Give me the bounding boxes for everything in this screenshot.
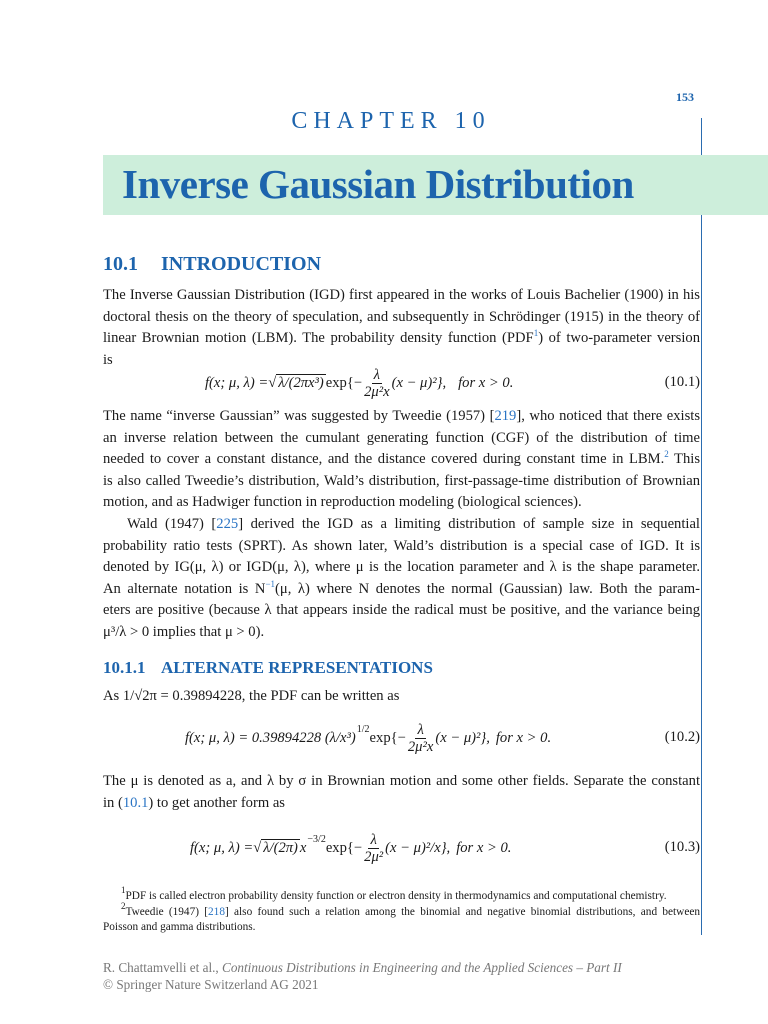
subsection-title: ALTERNATE REPRESENTATIONS — [161, 658, 433, 677]
footnote-2 — [103, 900, 700, 921]
text-line — [103, 622, 700, 644]
text-run: eters are positive (because λ that appears inside the radical must be positive, and the variance being — [103, 602, 700, 619]
citation-link[interactable]: 225 — [216, 516, 239, 532]
text-run: The μ is denoted as a, and λ by σ in Brownian motion and some other fields. Separate the constant — [103, 773, 700, 789]
section-number: 10.1 — [103, 253, 138, 275]
subsection-number: 10.1.1 — [103, 658, 146, 677]
text-run: This — [668, 451, 700, 468]
text-run: As 1/√2π = 0.39894228, the PDF can be written as — [103, 688, 400, 704]
numerator: λ — [417, 721, 424, 738]
section-title: INTRODUCTION — [161, 253, 322, 275]
text-run: PDF is called electron probability density function or electron density in thermodynamics and computational chemistry. — [125, 890, 667, 902]
subsection-heading — [103, 658, 433, 678]
text-run: denoted by IG(μ, λ) or IGD(μ, λ), where μ is the location parameter and λ is the shape parameter. — [103, 559, 700, 576]
equation-number: (10.2) — [664, 729, 700, 745]
equation-10-2 — [185, 718, 551, 758]
text-line — [103, 536, 700, 558]
sqrt: √ λ/(2πx³) — [268, 374, 324, 391]
text-run: Tweedie (1947) [ — [125, 905, 209, 918]
section-heading — [103, 253, 321, 276]
chapter-title: Inverse Gaussian Distribution — [122, 161, 634, 207]
footer-book-title: Continuous Distributions in Engineering and the Applied Sciences – Part II — [222, 960, 622, 975]
radicand: λ/(2πx³) — [278, 374, 324, 391]
text-line — [103, 449, 700, 471]
eq-rest: (x − μ)²/x}, — [385, 839, 451, 856]
footnotes — [103, 885, 700, 936]
text-line — [103, 406, 700, 428]
text-run: needed to cover a constant distance, and the distance covered during constant time in LBM. — [103, 451, 665, 468]
denominator: 2μ²x — [364, 383, 390, 400]
radicand: λ/(2π) — [263, 839, 298, 856]
text-run: Poisson and gamma distributions. — [103, 921, 256, 933]
equation-number: (10.1) — [664, 374, 700, 390]
text-line — [103, 600, 700, 622]
text-run: ) of two-parameter version — [538, 330, 700, 347]
eq-lhs: f(x; μ, λ) = — [205, 374, 269, 391]
text-run: Wald (1947) [ — [127, 516, 217, 532]
text-run: is also called Tweedie’s distribution, Wald’s distribution, first-passage-time distribution of Brownian — [103, 472, 700, 489]
text-run: (μ, λ) where N denotes the normal (Gaussian) law. Both the param- — [275, 580, 700, 597]
margin-rule — [701, 215, 702, 935]
fraction — [408, 722, 433, 755]
paragraph — [103, 514, 700, 644]
footnote-marker[interactable]: 1 — [121, 885, 126, 895]
text-run: ], who noticed that there exists — [516, 408, 700, 424]
text-run: ) to get another form as — [148, 794, 285, 811]
paragraph — [103, 406, 700, 514]
eq-exp: exp{− — [369, 729, 406, 746]
fraction — [364, 832, 383, 865]
text-line — [103, 328, 700, 350]
eq-condition: for x > 0. — [495, 729, 552, 746]
text-line — [103, 686, 700, 708]
exponent: 1/2 — [356, 724, 370, 735]
footnote-marker[interactable]: 2 — [664, 449, 669, 460]
equation-number: (10.3) — [664, 839, 700, 855]
text-line — [103, 307, 700, 329]
text-run: An alternate notation is N — [103, 580, 266, 597]
footnote-marker[interactable]: −1 — [265, 578, 276, 589]
text-line — [103, 428, 700, 450]
denominator: 2μ²x — [407, 738, 434, 755]
citation-link[interactable]: 10.1 — [122, 794, 149, 811]
footer-copyright: © Springer Nature Switzerland AG 2021 — [103, 977, 319, 992]
eq-condition: for x > 0. — [458, 374, 514, 391]
footnote-marker[interactable]: 2 — [121, 900, 126, 911]
text-line — [103, 793, 700, 815]
equation-10-3 — [190, 828, 511, 868]
footnote-2-cont — [103, 920, 700, 936]
citation-link[interactable]: 219 — [494, 408, 517, 424]
text-run: linear Brownian motion (LBM). The probability density function (PDF — [103, 330, 534, 347]
footer — [103, 959, 622, 993]
eq-lhs: f(x; μ, λ) = 0.39894228 (λ/x³) — [185, 729, 356, 746]
text-run: doctoral thesis on the theory of speculation, and subsequently in Schrödinger (1915) in the theory of — [103, 308, 700, 325]
text-line — [103, 471, 700, 493]
eq-exp: exp{− — [325, 374, 363, 391]
text-run: The Inverse Gaussian Distribution (IGD) first appeared in the works of Louis Bachelier (1900) in his — [103, 287, 700, 303]
fraction — [364, 367, 389, 400]
numerator: λ — [373, 366, 380, 383]
text-line — [103, 771, 700, 793]
equation-10-1 — [205, 363, 513, 403]
eq-x: x — [299, 839, 307, 856]
citation-link[interactable]: 218 — [208, 905, 225, 918]
paragraph — [103, 285, 700, 371]
text-run: μ³/λ > 0 implies that μ > 0). — [103, 623, 265, 640]
eq-rest: (x − μ)²}, — [391, 374, 447, 391]
text-run: probability ratio tests (SPRT). As shown later, Wald’s distribution is a special case of IGD. It is — [103, 537, 700, 554]
text-run: ] also found such a relation among the binomial and negative binomial distributions, and between — [224, 905, 700, 918]
sqrt: √ λ/(2π) — [253, 839, 298, 856]
text-line — [103, 514, 700, 536]
exponent: −3/2 — [307, 834, 326, 845]
paragraph — [103, 771, 700, 814]
text-run: in ( — [103, 794, 123, 811]
text-run: The name “inverse Gaussian” was suggested by Tweedie (1957) [ — [103, 408, 495, 424]
text-run: is — [103, 351, 113, 368]
eq-lhs: f(x; μ, λ) = — [190, 839, 254, 856]
eq-exp: exp{− — [325, 839, 363, 856]
text-line — [103, 579, 700, 601]
eq-condition: for x > 0. — [456, 839, 512, 856]
text-line — [103, 557, 700, 579]
page-number: 153 — [676, 90, 694, 104]
text-run: ] derived the IGD as a limiting distribution of sample size in sequential — [238, 516, 700, 532]
eq-rest: (x − μ)²}, — [435, 729, 490, 746]
footer-authors: R. Chattamvelli et al., — [103, 960, 223, 975]
paragraph — [103, 686, 700, 708]
numerator: λ — [370, 831, 377, 848]
text-run: motion, and as Hadwiger function in reproduction modeling (biological sciences). — [103, 494, 582, 511]
footnote-1 — [103, 885, 700, 905]
footnote-marker[interactable]: 1 — [533, 328, 539, 339]
text-line — [103, 492, 700, 514]
chapter-label: CHAPTER 10 — [291, 108, 491, 134]
text-line — [103, 285, 700, 307]
text-run: an inverse relation between the cumulant generating function (CGF) of the distribution of time — [103, 429, 700, 446]
denominator: 2μ² — [364, 848, 384, 865]
